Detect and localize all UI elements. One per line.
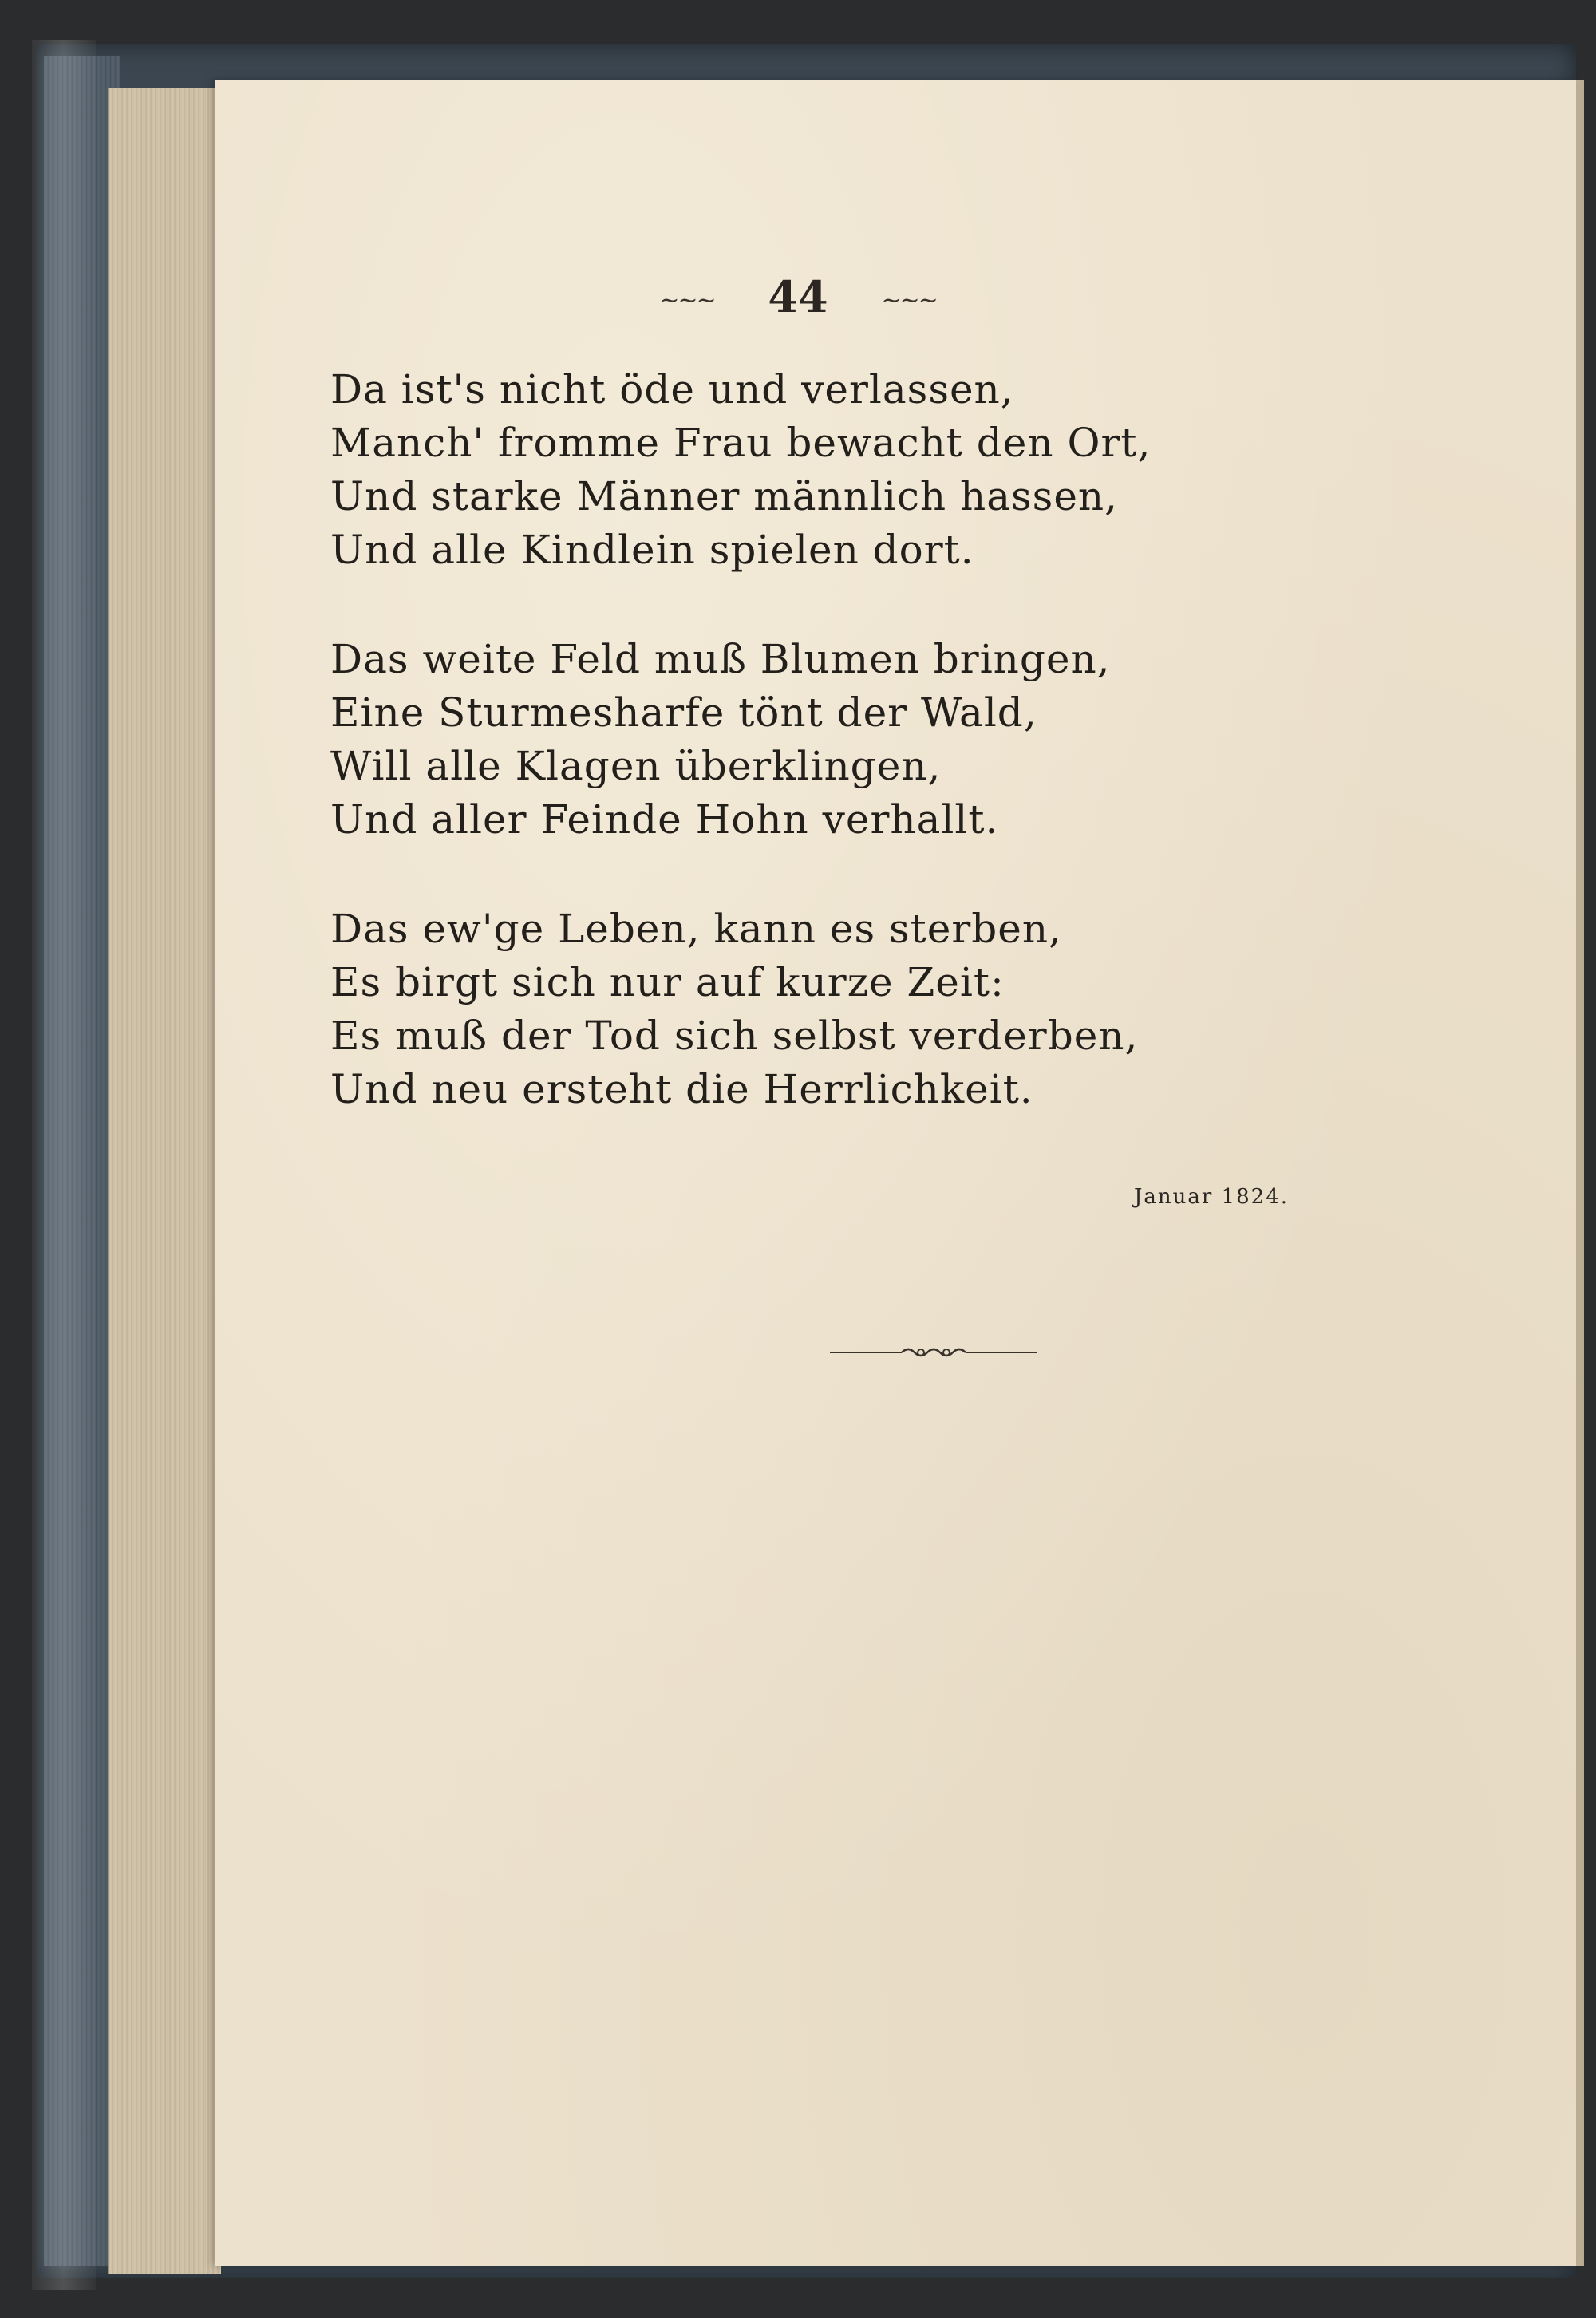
poem-line: Und starke Männer männlich hassen, bbox=[330, 473, 1119, 519]
poem-line: Das ew'ge Leben, kann es sterben, bbox=[330, 906, 1062, 952]
poem-date: Januar 1824. bbox=[1133, 1185, 1289, 1209]
poem-line: Da ist's nicht öde und verlassen, bbox=[330, 366, 1014, 413]
ornamental-divider bbox=[830, 1341, 1037, 1368]
stanza-2 bbox=[330, 633, 1288, 847]
page-number: 44 bbox=[768, 271, 828, 322]
poem-line: Und alle Kindlein spielen dort. bbox=[330, 527, 974, 573]
stanza-3 bbox=[330, 902, 1288, 1116]
poem-line: Manch' fromme Frau bewacht den Ort, bbox=[330, 420, 1152, 466]
header-ornament-left: ~~~ bbox=[659, 286, 715, 315]
page-stack-edge bbox=[108, 88, 221, 2274]
header-ornament-right: ~~~ bbox=[881, 286, 937, 315]
stanza-1 bbox=[330, 363, 1288, 577]
page-header bbox=[0, 271, 1596, 322]
poem bbox=[330, 363, 1288, 1172]
poem-line: Und aller Feinde Hohn verhallt. bbox=[330, 796, 999, 843]
poem-line: Eine Sturmesharfe tönt der Wald, bbox=[330, 689, 1037, 736]
poem-line: Will alle Klagen überklingen, bbox=[330, 743, 942, 789]
poem-line: Es birgt sich nur auf kurze Zeit: bbox=[330, 959, 1005, 1005]
poem-line: Es muß der Tod sich selbst verderben, bbox=[330, 1013, 1139, 1059]
poem-line: Das weite Feld muß Blumen bringen, bbox=[330, 636, 1111, 682]
poem-line: Und neu ersteht die Herrlichkeit. bbox=[330, 1066, 1033, 1112]
plastic-wrap-shine bbox=[32, 40, 96, 2290]
